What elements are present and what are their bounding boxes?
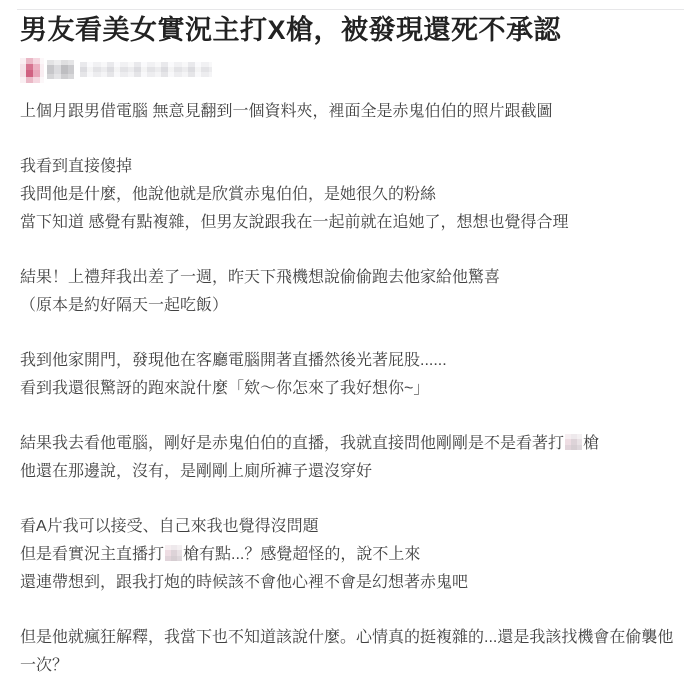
paragraph-line <box>20 430 684 458</box>
author-row[interactable] <box>20 58 680 84</box>
paragraph-line: （原本是約好隔天一起吃飯） <box>20 297 229 314</box>
text-segment: 槍 <box>583 435 600 452</box>
censored-author-name <box>47 60 74 79</box>
censored-author-meta <box>80 62 212 77</box>
post-body <box>20 98 684 680</box>
text-segment: 槍有點...？感覺超怪的，說不上來 <box>183 546 421 563</box>
censored-word <box>565 434 582 450</box>
paragraph-line <box>20 541 684 569</box>
text-segment: 結果我去看他電腦，剛好是赤鬼伯伯的直播，我就直接問他剛剛是不是看著打 <box>20 435 565 452</box>
paragraph-line: 看A片我可以接受、自己來我也覺得沒問題 <box>20 518 319 535</box>
censored-avatar <box>20 58 44 83</box>
paragraph-line: 我問他是什麼，他說他就是欣賞赤鬼伯伯，是她很久的粉絲 <box>20 186 437 203</box>
forum-post-page <box>0 9 700 692</box>
paragraph-line: 還連帶想到，跟我打炮的時候該不會他心裡不會是幻想著赤鬼吧 <box>20 574 469 591</box>
paragraph-line: 看到我還很驚訝的跑來說什麼「欸～你怎來了我好想你~」 <box>20 380 430 397</box>
paragraph-line: 我到他家開門，發現他在客廳電腦開著直播然後光著屁股...... <box>20 352 447 369</box>
paragraph-line: 上個月跟男借電腦 無意見翻到一個資料夾，裡面全是赤鬼伯伯的照片跟截圖 <box>20 103 553 120</box>
paragraph-line: 當下知道 感覺有點複雜，但男友說跟我在一起前就在追她了，想想也覺得合理 <box>20 214 569 231</box>
paragraph-line: 我看到直接傻掉 <box>20 158 133 175</box>
paragraph-line: 結果！上禮拜我出差了一週，昨天下飛機想說偷偷跑去他家給他驚喜 <box>20 269 501 286</box>
text-segment: 但是看實況主直播打 <box>20 546 165 563</box>
paragraph-line: 但是他就瘋狂解釋，我當下也不知道該說什麼。心情真的挺複雜的...還是我該找機會在偷襲他一次？ <box>20 629 674 674</box>
post-title: 男友看美女實況主打X槍，被發現還死不承認 <box>20 15 562 45</box>
paragraph-line: 他還在那邊說，沒有，是剛剛上廁所褲子還沒穿好 <box>20 463 373 480</box>
top-divider <box>17 9 684 10</box>
censored-word <box>165 545 182 561</box>
